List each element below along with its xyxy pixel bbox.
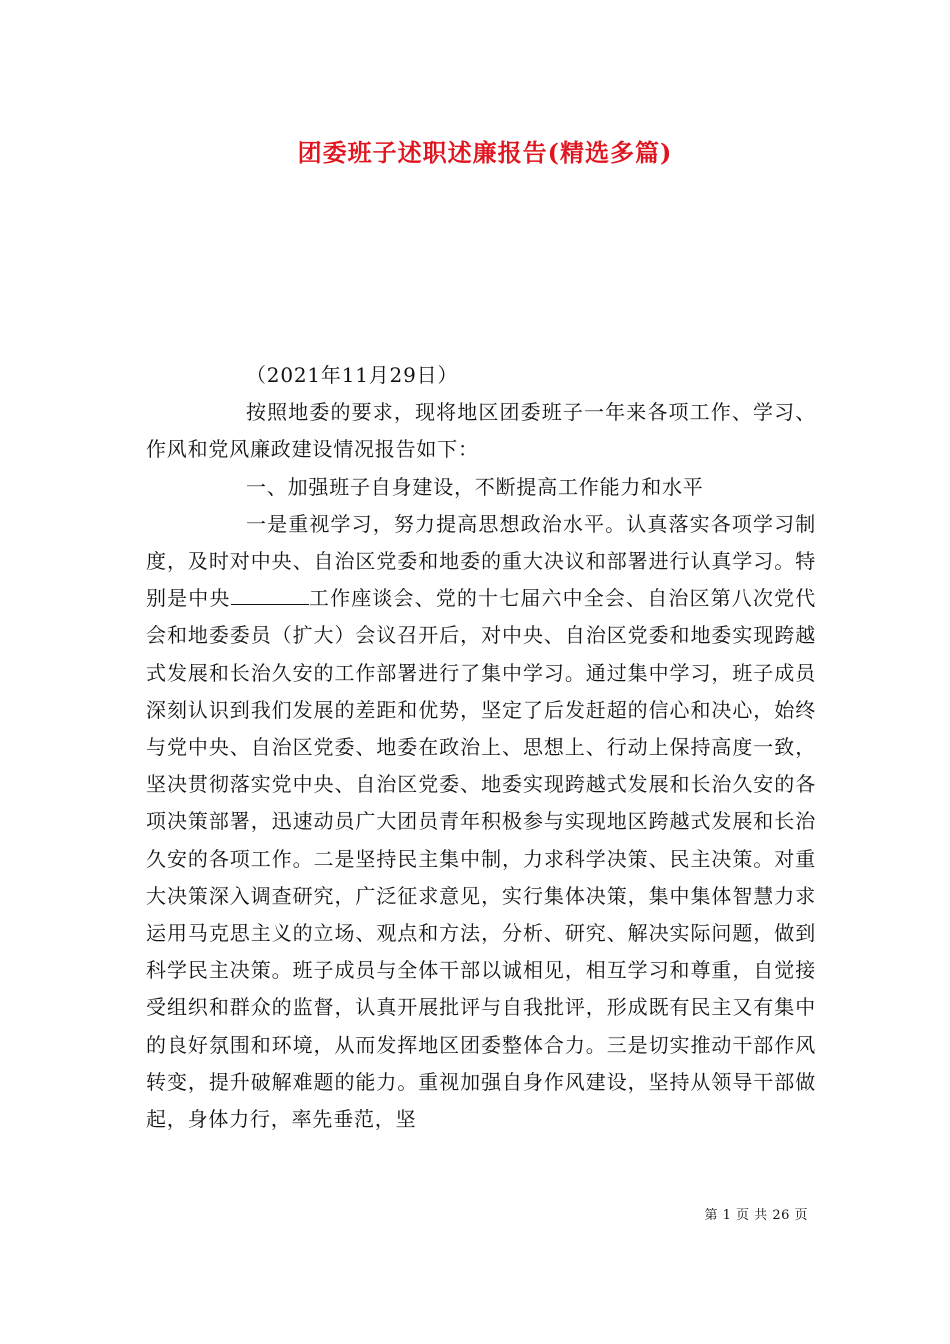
- page-number: 第 1 页 共 26 页: [704, 1208, 808, 1223]
- paragraph-text-part2: 工作座谈会、党的十七届六中全会、自治区第八次党代会和地委委员（扩大）会议召开后，对中央、自治区党委和地委实现跨越式发展和长治久安的工作部署进行了集中学习。通过集中学习，班子成员深刻认识到我们发展的差距和优势，坚定了后发赶超的信心和决心，始终与党中央、自治区党委、地委在政治上、思想上、行动上保持高度一致，坚决贯彻落实党中央、自治区党委、地委实现跨越式发展和长治久安的各项决策部署，迅速动员广大团员青年积极参与实现地区跨越式发展和长治久安的各项工作。二是坚持民主集中制，力求科学决策、民主决策。对重大决策深入调查研究，广泛征求意见，实行集体决策，集中集体智慧力求运用马克思主义的立场、观点和方法，分析、研究、解决实际问题，做到科学民主决策。班子成员与全体干部以诚相见，相互学习和尊重，自觉接受组织和群众的监督，认真开展批评与自我批评，形成既有民主又有集中的良好氛围和环境，从而发挥地区团委整体合力。三是切实推动干部作风转变，提升破解难题的能力。重视加强自身作风建设，坚持从领导干部做起，身体力行，率先垂范，坚: [146, 586, 817, 1132]
- body-paragraph: [146, 506, 816, 1138]
- document-body: [146, 357, 816, 1138]
- paragraph-text-part1: 一是重视学习，努力提高思想政治水平。认真落实各项学习制度，及时对中央、自治区党委和地委的重大决议和部署进行认真学习。特别是中央: [146, 511, 816, 611]
- intro-paragraph: 按照地委的要求，现将地区团委班子一年来各项工作、学习、作风和党风廉政建设情况报告如下：: [146, 400, 816, 462]
- document-date: （2021年11月29日）: [246, 363, 459, 387]
- fill-in-blank: [231, 586, 309, 605]
- document-title: 团委班子述职述廉报告(精选多篇): [297, 138, 673, 167]
- section-heading: 一、加强班子自身建设，不断提高工作能力和水平: [246, 474, 704, 499]
